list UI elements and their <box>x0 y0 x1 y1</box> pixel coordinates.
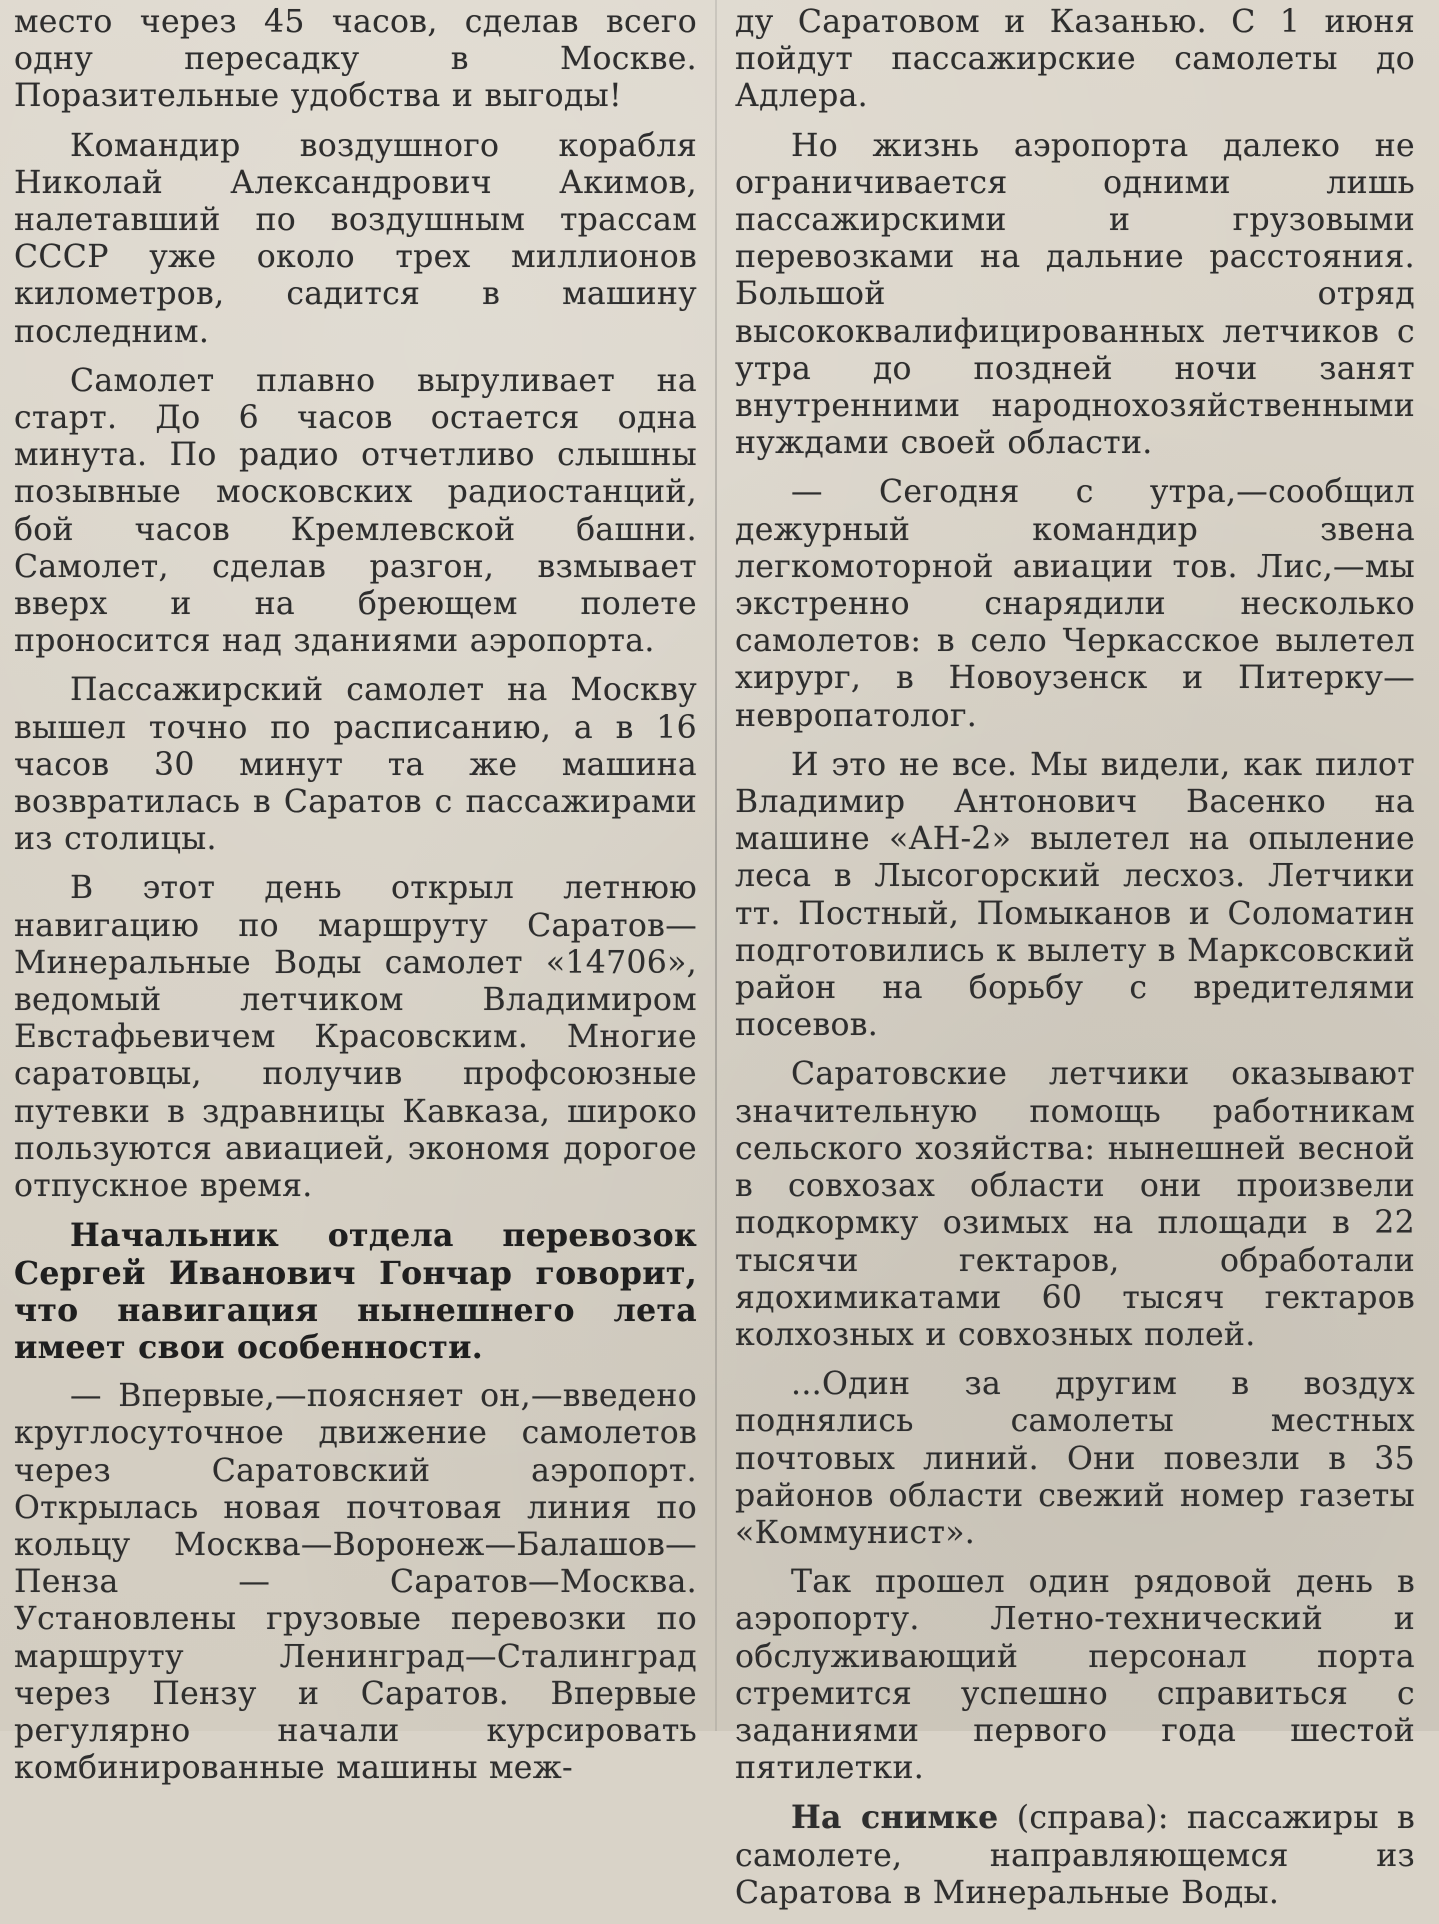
caption-text: (справа): пассажиры в самолете, направляющемся из Саратова в Минеральные Воды. <box>735 1800 1415 1911</box>
article-paragraph: Саратовские летчики оказывают значительную помощь работникам сельского хозяйства: нынешней весной в совхозах области они произвели подкормку озимых на площади в 22 тысячи гектаров, обработали ядохимикатами 60 тысяч гектаров колхозных и совхозных полей. <box>735 1056 1415 1353</box>
right-column <box>735 4 1415 1924</box>
photo-caption <box>735 1799 1415 1912</box>
column-divider <box>715 0 717 1731</box>
left-column <box>14 4 697 1799</box>
article-paragraph: И это не все. Мы видели, как пилот Владимир Антонович Васенко на машине «АН-2» вылетел на опыление леса в Лысогорский лесхоз. Летчики тт. Постный, Помыканов и Соломатин подготовились к вылету в Марксовский район на борьбу с вредителями посевов. <box>735 746 1415 1044</box>
article-paragraph: — Сегодня с утра,—сообщил дежурный командир звена легкомоторной авиации тов. Лис,—мы экстренно снарядили несколько самолетов: в село Черкасское вылетел хирург, в Новоузенск и Питерку—невропатолог. <box>735 474 1415 734</box>
article-paragraph: В этот день открыл летнюю навигацию по маршруту Саратов—Минеральные Воды самолет «14706», ведомый летчиком Владимиром Евстафьевичем Красовским. Многие саратовцы, получив профсоюзные путевки в здравницы Кавказа, широко пользуются авиацией, экономя дорогое отпускное время. <box>14 870 697 1205</box>
article-paragraph: Так прошел один рядовой день в аэропорту. Летно-технический и обслуживающий персонал порта стремится успешно справиться с заданиями первого года шестой пятилетки. <box>735 1564 1415 1787</box>
article-paragraph: Но жизнь аэропорта далеко не ограничивается одними лишь пассажирскими и грузовыми перевозками на дальние расстояния. Большой отряд высококвалифицированных летчиков с утра до поздней ночи занят внутренними народнохозяйственными нуждами своей области. <box>735 127 1415 462</box>
article-paragraph: Начальник отдела перевозок Сергей Иванович Гончар говорит, что навигация нынешнего лета имеет свои особенности. <box>14 1217 697 1366</box>
article-paragraph: — Впервые,—поясняет он,—введено круглосуточное движение самолетов через Саратовский аэропорт. Открылась новая почтовая линия по кольцу Москва—Воронеж—Балашов—Пенза — Саратов—Москва. Установлены грузовые перевозки по маршруту Ленинград—Сталинград через Пензу и Саратов. Впервые регулярно начали курсировать комбинированные машины меж- <box>14 1378 697 1787</box>
article-paragraph: ду Саратовом и Казанью. С 1 июня пойдут пассажирские самолеты до Адлера. <box>735 4 1415 115</box>
article-paragraph: Пассажирский самолет на Москву вышел точно по расписанию, а в 16 часов 30 минут та же машина возвратилась в Саратов с пассажирами из столицы. <box>14 672 697 858</box>
article-paragraph: ...Один за другим в воздух поднялись самолеты местных почтовых линий. Они повезли в 35 районов области свежий номер газеты «Коммунист». <box>735 1366 1415 1551</box>
caption-lead: На снимке <box>791 1799 999 1837</box>
article-paragraph: Самолет плавно выруливает на старт. До 6 часов остается одна минута. По радио отчетливо слышны позывные московских радиостанций, бой часов Кремлевской башни. Самолет, сделав разгон, взмывает вверх и на бреющем полете проносится над зданиями аэропорта. <box>14 362 697 660</box>
article-paragraph: место через 45 часов, сделав всего одну пересадку в Москве. Поразительные удобства и выгоды! <box>14 4 697 115</box>
article-paragraph: Командир воздушного корабля Николай Александрович Акимов, налетавший по воздушным трассам СССР уже около трех миллионов километров, садится в машину последним. <box>14 127 697 350</box>
